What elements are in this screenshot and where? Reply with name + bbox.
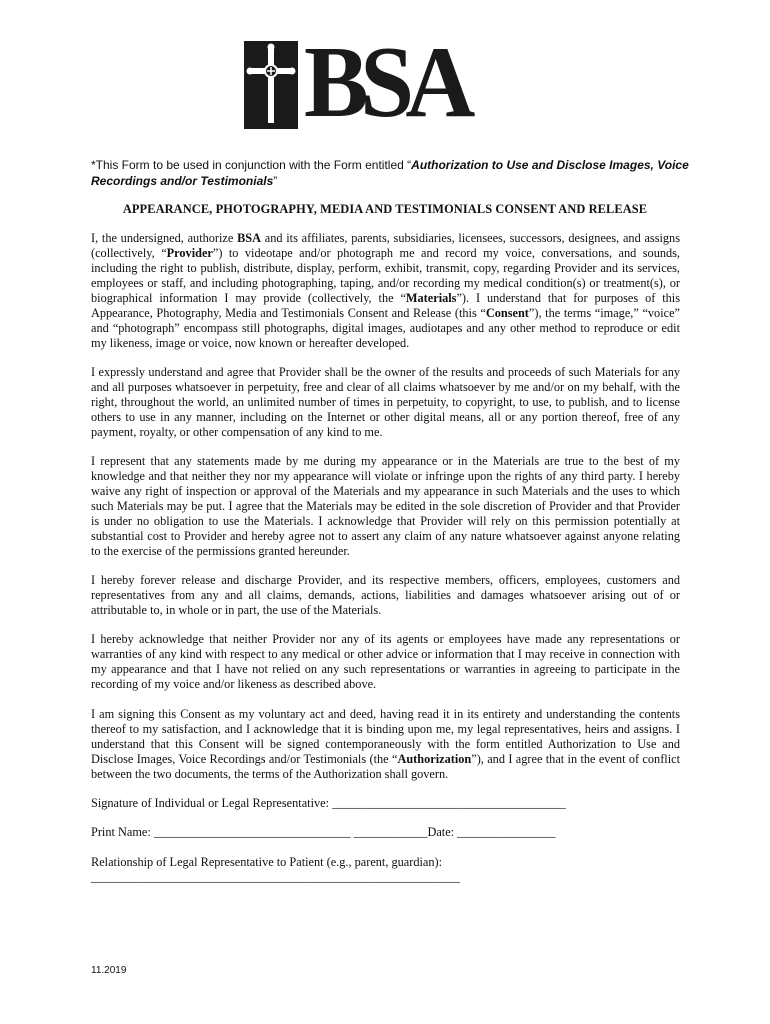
signature-field[interactable]: Signature of Individual or Legal Representative: ______________________________________ [91, 796, 566, 810]
paragraph-signing [91, 707, 680, 782]
bsa-logo [242, 26, 492, 139]
paragraph-acknowledgment: I hereby acknowledge that neither Provider nor any of its agents or employees have made any representations or warranties of any kind with respect to any medical or other advice or information that I may receive in connection with my appearance and that I have not relied on any such representations or warranties in agreeing to participate in the recording of my voice and/or likeness as described above. [91, 632, 680, 691]
relationship-label: Relationship of Legal Representative to Patient (e.g., parent, guardian): [91, 855, 443, 869]
p1-bold-consent: Consent [485, 306, 529, 320]
paragraph-release: I hereby forever release and discharge Provider, and its respective members, officers, employees, customers and representatives from any and all claims, demands, actions, liabilities and damages whatsoever arising out of or attributable to, in whole or in part, the use of the Materials. [91, 573, 680, 617]
document-title: APPEARANCE, PHOTOGRAPHY, MEDIA AND TESTIMONIALS CONSENT AND RELEASE [122, 202, 648, 216]
note-form-title: Authorization to Use and Disclose Images, Voice Recordings and/or Testimonials [91, 158, 689, 188]
p1-text-e: ”) to videotape and/or photograph me and record my voice, conversations, and sounds, including the right to publish, distribute, display, perform, exhibit, transmit, copy, regarding Provider and its services, employees or staff, and including photographing, taping, and/or recording my medical condition(s) or treatment(s), or biographical information I may provide (collectively, the “ [91, 246, 681, 305]
p1-text-i: ”), the terms “image,” “voice” and “photograph” encompass still photographs, digital images, audiotapes and any other method to reproduce or edit my likeness, image or voice, now known or hereafter developed. [91, 306, 680, 350]
p1-text-g: ”). I understand that for purposes of this Appearance, Photography, Media and Testimonials Consent and Release (this “ [91, 291, 681, 320]
form-note [91, 157, 691, 189]
paragraph-authorization [91, 231, 680, 351]
print-name-date-field[interactable]: Print Name: ________________________________ ____________Date: ________________ [91, 825, 556, 839]
note-prefix: *This Form to be used in conjunction with the Form entitled “ [91, 158, 412, 172]
cross-emblem-icon [244, 41, 298, 129]
logo-text: BSA [304, 26, 467, 139]
p6-text-c: ”), and I agree that in the event of conflict between the two documents, the terms of the Authorization shall govern. [91, 752, 680, 781]
p1-bold-provider: Provider [166, 246, 213, 260]
note-suffix: ” [273, 174, 278, 188]
paragraph-ownership: I expressly understand and agree that Provider shall be the owner of the results and proceeds of such Materials for any and all purposes whatsoever in perpetuity, free and clear of all claims whatsoever by me and/or on my behalf, with the right, throughout the world, an unlimited number of times in perpetuity, to copyright, to use, to publish, and to license others to use in any manner, including on the Internet or other digital means, all or any portion thereof, free of any payment, royalty, or other compensation of any kind to me. [91, 365, 680, 439]
p1-bold-bsa: BSA [237, 231, 262, 245]
p1-text-c: and its affiliates, parents, subsidiaries, licensees, successors, designees, and assigns (collectively, “ [91, 231, 680, 260]
p1-text-a: I, the undersigned, authorize [91, 231, 238, 245]
p6-bold-authorization: Authorization [397, 752, 472, 766]
paragraph-representations: I represent that any statements made by me during my appearance or in the Materials are true to the best of my knowledge and that neither they nor my appearance will violate or infringe upon the rights of any third party. I hereby waive any right of inspection or approval of the Materials and my appearance in such Materials and the uses to which such Materials may be put. I agree that the Materials may be edited in the sole discretion of Provider and that Provider is under no obligation to use the Materials. I acknowledge that Provider will rely on this permission potentially at substantial cost to Provider and hereby agree not to assert any claim of any nature whatsoever against anyone relating to the exercise of the permissions granted hereunder. [91, 454, 680, 558]
form-version: 11.2019 [91, 965, 127, 976]
relationship-field[interactable]: ____________________________________________________________ [91, 870, 460, 884]
p6-text-a: I am signing this Consent as my voluntary act and deed, having read it in its entirety and understanding the contents thereof to my satisfaction, and I acknowledge that it is binding upon me, my legal representatives, heirs and assigns. I understand that this Consent will be signed contemporaneously with the form entitled Authorization to Use and Disclose Images, Voice Recordings and/or Testimonials (the “ [91, 707, 680, 766]
p1-bold-materials: Materials [405, 291, 457, 305]
